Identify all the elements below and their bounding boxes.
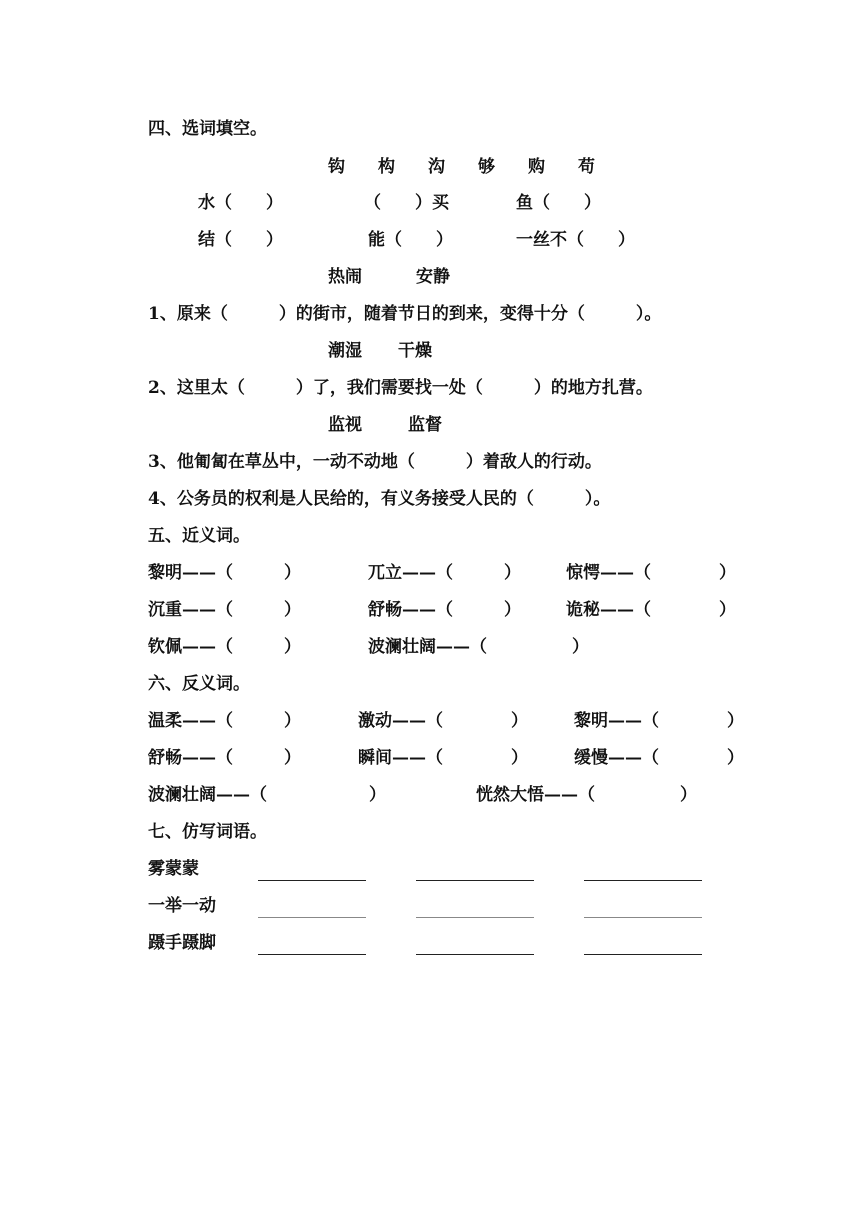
answer-line: [258, 880, 366, 881]
antonym-item: 黎明——（ ）: [574, 711, 744, 731]
antonym-item: 波澜壮阔——（ ）: [148, 785, 386, 805]
synonym-item: 惊愕——（ ）: [566, 563, 736, 583]
antonym-item: 恍然大悟——（ ）: [476, 785, 697, 805]
imitation-word: 蹑手蹑脚: [148, 933, 216, 953]
fill-blank-item: 能（ ）: [368, 230, 453, 250]
answer-line: [416, 954, 534, 955]
imitation-word: 雾蒙蒙: [148, 859, 199, 879]
word-option: 监督: [408, 415, 442, 435]
synonym-item: 兀立——（ ）: [368, 563, 521, 583]
word-choice-char: 构: [378, 157, 395, 177]
answer-line: [258, 954, 366, 955]
word-choice-char: 够: [478, 157, 495, 177]
word-option: 安静: [416, 267, 450, 287]
answer-line: [584, 880, 702, 881]
antonym-item: 舒畅——（ ）: [148, 748, 301, 768]
word-choice-char: 钩: [328, 157, 345, 177]
fill-blank-item: 结（ ）: [198, 230, 283, 250]
antonym-item: 激动——（ ）: [358, 711, 528, 731]
sentence-2: 2、这里太（ ）了，我们需要找一处（ ）的地方扎营。: [148, 378, 653, 398]
word-option: 潮湿: [328, 341, 362, 361]
antonym-item: 温柔——（ ）: [148, 711, 301, 731]
synonym-item: 波澜壮阔——（ ）: [368, 637, 589, 657]
synonym-item: 黎明——（ ）: [148, 563, 301, 583]
word-option: 监视: [328, 415, 362, 435]
answer-line: [584, 917, 702, 918]
synonym-item: 舒畅——（ ）: [368, 600, 521, 620]
fill-blank-item: 水（ ）: [198, 193, 283, 213]
sentence-3: 3、他匍匐在草丛中，一动不动地（ ）着敌人的行动。: [148, 452, 602, 472]
word-choice-char: 沟: [428, 157, 445, 177]
section-heading-5: 五、近义词。: [148, 526, 250, 546]
answer-line: [416, 880, 534, 881]
word-choice-char: 购: [528, 157, 545, 177]
answer-line: [258, 917, 366, 918]
section-heading-7: 七、仿写词语。: [148, 822, 267, 842]
fill-blank-item: （ ）买: [364, 193, 449, 213]
synonym-item: 钦佩——（ ）: [148, 637, 301, 657]
answer-line: [584, 954, 702, 955]
section-heading-4: 四、选词填空。: [148, 119, 267, 139]
imitation-word: 一举一动: [148, 896, 216, 916]
section-heading-6: 六、反义词。: [148, 674, 250, 694]
word-option: 干燥: [398, 341, 432, 361]
antonym-item: 缓慢——（ ）: [574, 748, 744, 768]
fill-blank-item: 鱼（ ）: [516, 193, 601, 213]
synonym-item: 沉重——（ ）: [148, 600, 301, 620]
word-choice-char: 苟: [578, 157, 595, 177]
answer-line: [416, 917, 534, 918]
sentence-1: 1、原来（ ）的街市，随着节日的到来，变得十分（ ）。: [148, 304, 662, 324]
antonym-item: 瞬间——（ ）: [358, 748, 528, 768]
synonym-item: 诡秘——（ ）: [566, 600, 736, 620]
word-option: 热闹: [328, 267, 362, 287]
fill-blank-item: 一丝不（ ）: [516, 230, 635, 250]
sentence-4: 4、公务员的权利是人民给的，有义务接受人民的（ ）。: [148, 489, 611, 509]
